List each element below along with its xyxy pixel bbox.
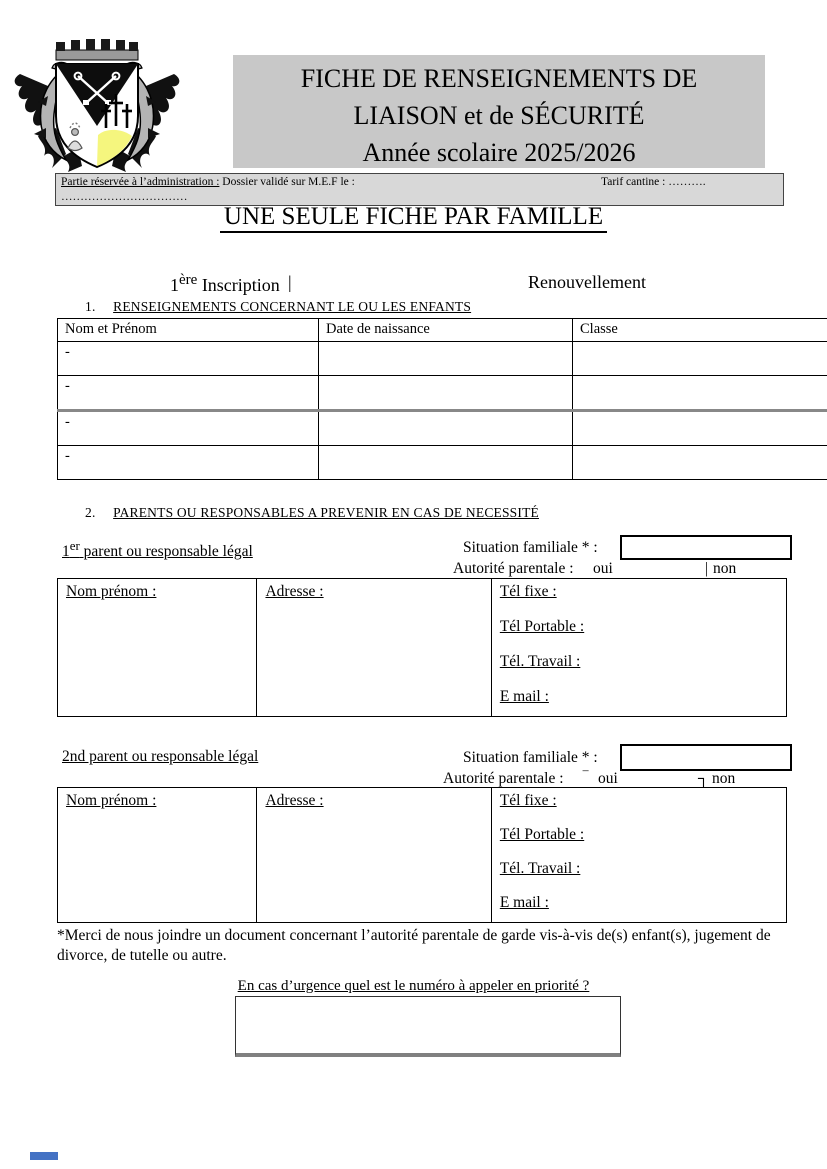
banner-title: UNE SEULE FICHE PAR FAMILLE [0, 203, 827, 231]
tel-portable-label: Tél Portable : [499, 618, 585, 635]
tel-travail-label: Tél. Travail : [499, 653, 581, 670]
parent1-heading: 1er parent ou responsable légal [62, 538, 253, 561]
section1-number: 1. [85, 299, 96, 314]
parent2-non-label: non [712, 770, 736, 787]
child-birthdate-cell[interactable] [319, 342, 573, 376]
form-title-line2: LIAISON et de SÉCURITÉ [353, 101, 645, 130]
table-row [58, 446, 827, 480]
child-name-cell[interactable]: - [58, 411, 319, 446]
table-row [58, 411, 827, 446]
admin-dots-line: …………………………… [61, 191, 188, 203]
crown-crenellation [56, 39, 138, 60]
parent1-non-label: non [713, 560, 737, 577]
col-header-date-naissance: Date de naissance [319, 319, 573, 342]
table-row [58, 342, 827, 376]
inscription-row [0, 272, 827, 298]
adresse-label: Adresse : [265, 583, 324, 600]
table-row [58, 376, 827, 411]
parent2-non-checkbox[interactable]: ┐ [698, 770, 709, 787]
parent2-table [57, 787, 787, 923]
child-birthdate-cell[interactable] [319, 446, 573, 480]
adresse-label: Adresse : [265, 792, 324, 809]
nom-prenom-label: Nom prénom : [66, 583, 157, 600]
section1-title: RENSEIGNEMENTS CONCERNANT LE OU LES ENFANTS [113, 299, 472, 314]
tarif-cantine-text: Tarif cantine : ………. [601, 176, 706, 188]
children-table-header-row [58, 319, 827, 342]
child-birthdate-cell[interactable] [319, 376, 573, 411]
email-label: E mail : [499, 688, 549, 705]
email-label: E mail : [499, 894, 549, 911]
parent2-heading: 2nd parent ou responsable légal [62, 748, 259, 765]
col-header-classe: Classe [573, 319, 827, 342]
parent1-adresse-cell[interactable] [257, 579, 491, 716]
parent2-oui-label: oui [598, 770, 618, 787]
admin-line1 [61, 176, 355, 188]
tel-fixe-label: Tél fixe : [499, 792, 557, 809]
parent1-nom-cell[interactable] [58, 579, 257, 716]
col-header-nom-prenom: Nom et Prénom [58, 319, 319, 342]
parent1-contact-cell[interactable] [492, 579, 786, 716]
first-inscription-sup: ère [179, 272, 198, 288]
child-class-cell[interactable] [573, 342, 827, 376]
nom-prenom-label: Nom prénom : [66, 792, 157, 809]
section2-title: PARENTS OU RESPONSABLES A PREVENIR EN CAS DE NECESSITÉ [113, 505, 539, 520]
parent1-non-checkbox[interactable]: | [705, 560, 709, 577]
parent1-autorite-label: Autorité parentale : [453, 560, 574, 577]
tel-fixe-label: Tél fixe : [499, 583, 557, 600]
child-class-cell[interactable] [573, 376, 827, 411]
admin-reserved-strip [55, 173, 784, 206]
parent2-adresse-cell[interactable] [257, 788, 491, 922]
admin-dossier-text: Dossier validé sur M.E.F le : [222, 176, 355, 188]
parent2-situation-input[interactable] [620, 744, 792, 771]
tel-travail-label: Tél. Travail : [499, 860, 581, 877]
tel-portable-label: Tél Portable : [499, 826, 585, 843]
footnote-text: *Merci de nous joindre un document concernant l’autorité parentale de garde vis-à-vis de(s) enfant(s), jugement de divorce, de tutelle ou autre. [57, 927, 771, 964]
child-name-cell[interactable]: - [58, 446, 319, 480]
parent2-oui-checkbox[interactable]: ‾ [583, 770, 589, 787]
renouvellement-label: Renouvellement [528, 272, 646, 292]
city-coat-of-arms-logo [8, 36, 186, 174]
parent2-situation-label: Situation familiale * : [463, 749, 598, 766]
parent1-situation-label: Situation familiale * : [463, 539, 598, 556]
footer-blue-bar [30, 1152, 58, 1160]
form-title [233, 55, 765, 168]
children-table [57, 318, 827, 480]
child-birthdate-cell[interactable] [319, 411, 573, 446]
emergency-question: En cas d’urgence quel est le numéro à appeler en priorité ? [237, 978, 590, 994]
parent1-oui-label: oui [593, 560, 613, 577]
parent2-nom-cell[interactable] [58, 788, 257, 922]
parent1-table [57, 578, 787, 717]
emergency-number-input[interactable] [235, 996, 621, 1057]
parent2-autorite-label: Autorité parentale : [443, 770, 564, 787]
child-class-cell[interactable] [573, 446, 827, 480]
parent1-situation-input[interactable] [620, 535, 792, 560]
admin-label: Partie réservée à l’administration : [61, 176, 220, 188]
child-name-cell[interactable]: - [58, 342, 319, 376]
section2-heading [85, 505, 539, 521]
child-class-cell[interactable] [573, 411, 827, 446]
form-title-line3: Année scolaire 2025/2026 [362, 138, 636, 167]
shield [56, 64, 138, 167]
form-title-line1: FICHE DE RENSEIGNEMENTS DE [300, 64, 698, 93]
section2-number: 2. [85, 505, 96, 520]
parent2-contact-cell[interactable] [492, 788, 786, 922]
section1-heading [85, 299, 471, 315]
child-name-cell[interactable]: - [58, 376, 319, 411]
first-inscription-checkbox[interactable]: | [288, 272, 292, 292]
first-inscription-label: 1ère Inscription [170, 272, 280, 295]
